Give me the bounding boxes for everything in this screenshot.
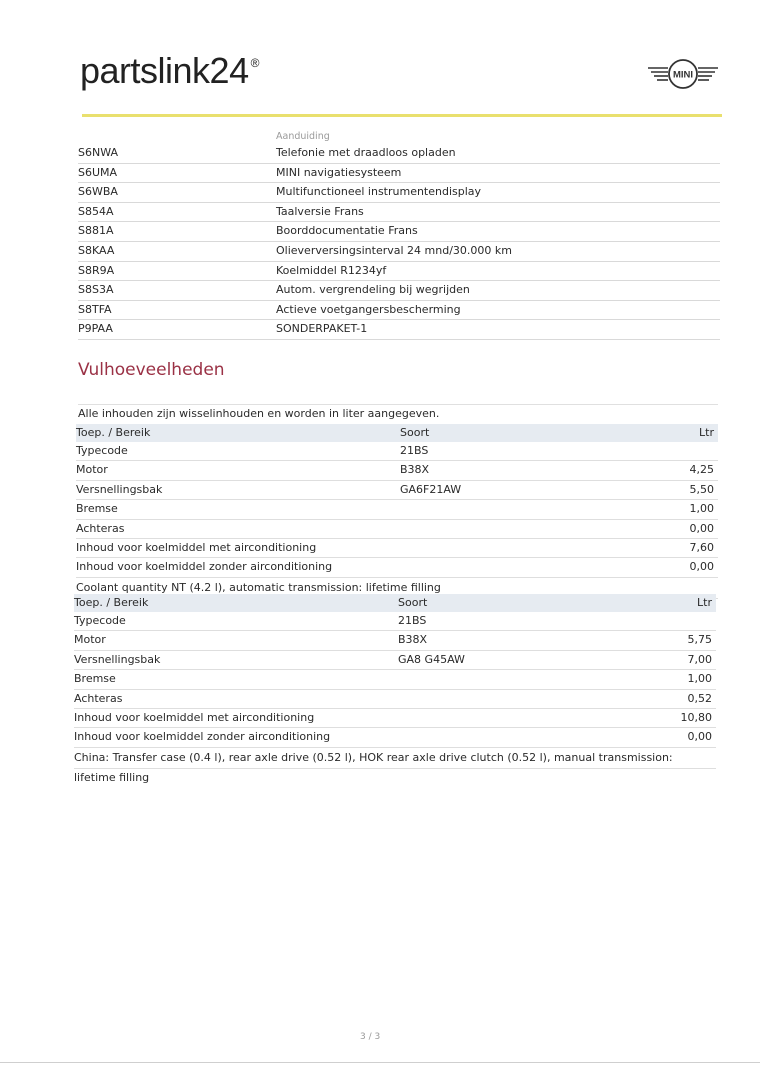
equipment-code: S8R9A	[78, 263, 115, 277]
row-liters: 5,75	[687, 633, 712, 647]
registered-mark: ®	[250, 56, 259, 70]
row-type	[400, 520, 644, 538]
table-row	[74, 728, 716, 747]
row-label: Bremse	[76, 502, 118, 516]
row-liters: 7,00	[687, 652, 712, 666]
list-item	[78, 144, 720, 164]
equipment-description: Autom. vergrendeling bij wegrijden	[276, 283, 470, 297]
table-row	[74, 631, 716, 650]
logo-text: partslink24	[80, 50, 249, 91]
list-item	[78, 183, 720, 203]
list-item	[78, 301, 720, 321]
header-range: Toep. / Bereik	[76, 426, 151, 439]
table-row	[74, 670, 716, 689]
row-liters: 0,00	[689, 560, 714, 574]
list-item	[78, 203, 720, 223]
row-label: Achteras	[74, 691, 123, 705]
equipment-code: S6UMA	[78, 165, 118, 179]
table-row	[76, 558, 718, 577]
row-type: B38X	[398, 633, 428, 647]
equipment-description: Taalversie Frans	[276, 204, 364, 218]
row-liters: 7,60	[689, 540, 714, 554]
row-label: Typecode	[74, 614, 126, 627]
row-type: GA6F21AW	[400, 482, 462, 496]
equipment-code: S8S3A	[78, 283, 114, 297]
row-liters	[642, 612, 716, 630]
row-type: GA8 G45AW	[398, 652, 465, 666]
row-label: Versnellingsbak	[76, 482, 163, 496]
equipment-code: S6WBA	[78, 185, 118, 199]
row-type: 21BS	[400, 444, 429, 457]
row-label: Inhoud voor koelmiddel zonder airconditioning	[76, 560, 333, 574]
row-liters	[644, 442, 718, 460]
table-row	[76, 461, 718, 480]
equipment-description: Koelmiddel R1234yf	[276, 263, 387, 277]
table-note: China: Transfer case (0.4 l), rear axle drive (0.52 l), HOK rear axle drive clutch (0.52 l), manual transmission: lifetime filling	[74, 748, 716, 769]
table-header	[74, 594, 716, 612]
row-label: Inhoud voor koelmiddel met airconditioning	[74, 710, 315, 724]
fill-table-2	[74, 594, 716, 784]
list-item	[78, 164, 720, 184]
row-label: Bremse	[74, 672, 116, 686]
row-liters: 4,25	[689, 463, 714, 477]
list-item	[78, 242, 720, 262]
equipment-code-list	[78, 130, 720, 340]
row-liters: 1,00	[689, 502, 714, 516]
row-liters: 5,50	[689, 482, 714, 496]
equipment-code: S854A	[78, 204, 114, 218]
header-liters: Ltr	[697, 596, 712, 609]
row-type: B38X	[400, 463, 430, 477]
row-label: Achteras	[76, 521, 125, 535]
row-label: Inhoud voor koelmiddel met airconditioning	[76, 540, 317, 554]
equipment-code: P9PAA	[78, 322, 113, 336]
row-label: Inhoud voor koelmiddel zonder airconditioning	[74, 730, 331, 744]
table-header	[76, 424, 718, 442]
header-type: Soort	[398, 596, 428, 609]
equipment-code: S881A	[78, 224, 114, 238]
row-type	[398, 709, 642, 727]
partslink24-logo	[80, 50, 259, 92]
section-title: Vulhoeveelheden	[78, 360, 225, 380]
row-type	[400, 539, 644, 557]
row-type	[398, 690, 642, 708]
table-row	[76, 500, 718, 519]
row-liters: 1,00	[687, 672, 712, 686]
footer-rule	[0, 1062, 760, 1063]
row-label: Versnellingsbak	[74, 652, 161, 666]
table-row	[74, 651, 716, 670]
list-item	[78, 222, 720, 242]
table-row	[76, 520, 718, 539]
row-type: 21BS	[398, 614, 427, 627]
equipment-description: Boorddocumentatie Frans	[276, 224, 418, 238]
row-liters: 0,52	[687, 691, 712, 705]
page-number: 3 / 3	[360, 1032, 381, 1042]
equipment-description: SONDERPAKET-1	[276, 322, 368, 336]
equipment-code: S8KAA	[78, 243, 115, 257]
row-type	[398, 728, 642, 746]
header-range: Toep. / Bereik	[74, 596, 149, 609]
equipment-code: S6NWA	[78, 146, 119, 159]
header-type: Soort	[400, 426, 430, 439]
table-row	[74, 612, 716, 631]
equipment-column-label: Aanduiding	[276, 131, 330, 142]
equipment-description: Olieverversingsinterval 24 mnd/30.000 km	[276, 243, 512, 257]
table-row	[76, 481, 718, 500]
table-note: Coolant quantity NT (4.2 l), automatic transmission: lifetime filling	[76, 578, 718, 599]
table-row	[76, 539, 718, 558]
equipment-description: MINI navigatiesysteem	[276, 165, 402, 179]
table-row	[74, 709, 716, 728]
row-label: Typecode	[76, 444, 128, 457]
mini-brand-logo	[646, 58, 720, 92]
table-row	[74, 690, 716, 709]
row-type	[398, 670, 642, 688]
table-row	[76, 442, 718, 461]
fill-table-1	[76, 424, 718, 599]
row-liters: 10,80	[680, 710, 712, 724]
equipment-description: Telefonie met draadloos opladen	[276, 146, 456, 159]
header-accent-rule	[82, 114, 722, 117]
header-liters: Ltr	[699, 426, 714, 439]
list-item	[78, 262, 720, 282]
list-item	[78, 281, 720, 301]
row-liters: 0,00	[689, 521, 714, 535]
row-label: Motor	[76, 463, 108, 477]
brand-logo-text: MINI	[672, 69, 694, 81]
equipment-code: S8TFA	[78, 302, 112, 316]
fill-intro-text: Alle inhouden zijn wisselinhouden en worden in liter aangegeven.	[78, 404, 718, 420]
row-type	[400, 558, 644, 576]
list-item	[78, 320, 720, 340]
row-type	[400, 500, 644, 518]
row-liters: 0,00	[687, 730, 712, 744]
equipment-description: Actieve voetgangersbescherming	[276, 302, 461, 316]
equipment-description: Multifunctioneel instrumentendisplay	[276, 185, 482, 199]
row-label: Motor	[74, 633, 106, 647]
